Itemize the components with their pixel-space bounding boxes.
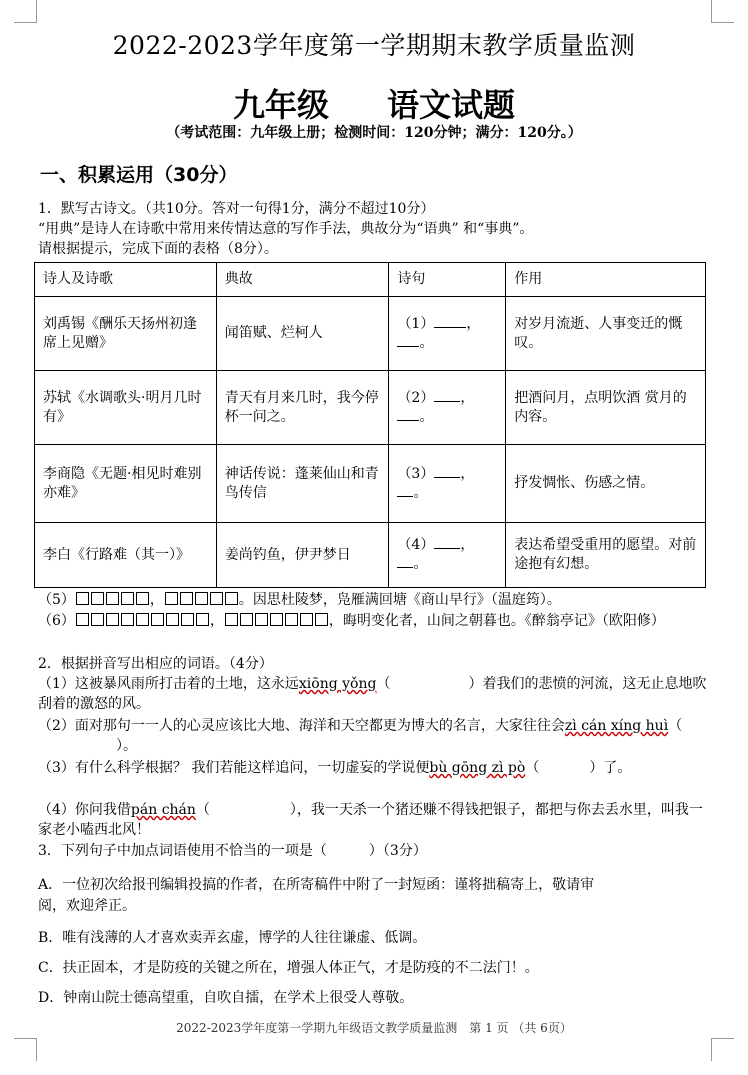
subject-label: 语文试题 — [387, 86, 516, 124]
poem-cell: 李商隐《无题·相见时难别亦难》 — [35, 445, 217, 523]
q1-stem: 1．默写古诗文。（共10分。答对一句得1分，满分不超过10分） — [38, 201, 435, 217]
exam-title: 2022-2023学年度第一学期期末教学质量监测 — [112, 31, 636, 60]
answer-blank[interactable] — [434, 477, 460, 478]
poem-cell: 李白《行路难（其一）》 — [35, 523, 217, 588]
q2-item3: （3）有什么科学根据？ 我们若能这样追问，一切虚妄的学说便bù gōng zì pò（ ）了。 — [38, 760, 632, 776]
table-row — [35, 371, 706, 445]
answer-boxes[interactable] — [164, 592, 239, 608]
effect-cell: 表达希望受重用的愿望。对前途抱有幻想。 — [506, 523, 706, 588]
q2-stem: 2．根据拼音写出相应的词语。（4分） — [38, 656, 273, 672]
q2-item1: （1）这被暴风雨所打击着的土地，这永远xiōng yǒng（ ）着我们的悲愤的河流，这无止息地吹刮着的激怒的风。 — [38, 676, 707, 712]
crop-mark — [14, 0, 37, 23]
answer-blank[interactable] — [434, 548, 460, 549]
q3-option-c[interactable]: C．扶正固本，才是防疫的关键之所在，增强人体正气，才是防疫的不二法门！。 — [38, 960, 539, 976]
q1-item5: （5） ， 。因思杜陵梦，凫雁满回塘《商山早行》（温庭筠）。 — [38, 592, 561, 608]
verse-cell[interactable]: （4） ， 。 — [389, 523, 506, 588]
verse-tail: 。 — [413, 484, 428, 501]
exam-subtitle — [0, 80, 748, 126]
answer-blank[interactable] — [434, 327, 466, 328]
verse-tail: 。 — [419, 408, 434, 425]
section-title: 一、积累运用（30分） — [40, 164, 238, 186]
q2-item2: （2）面对那句一一人的心灵应该比大地、海洋和天空都更为博大的名言，大家往往会zì cán xíng huì（）。 — [38, 718, 683, 754]
answer-boxes[interactable] — [75, 592, 150, 608]
allusion-cell: 神话传说：蓬莱仙山和青鸟传信 — [216, 445, 389, 523]
verse-cell[interactable]: （3） ， 。 — [389, 445, 506, 523]
answer-blank[interactable] — [397, 567, 413, 568]
page-footer: 2022-2023学年度第一学期九年级语文教学质量监测 第 1 页 （共 6页） — [176, 1021, 572, 1035]
table-header: 典故 — [216, 263, 389, 297]
q2-item4: （4）你问我借pán chán（ ），我一天杀一个猪还赚不得钱把银子，都把与你去丢水里，叫我一家老小嗑西北风！ — [38, 802, 703, 838]
table-row — [35, 523, 706, 588]
grade-label: 九年级 — [232, 86, 329, 124]
poem-cell: 苏轼《水调歌头·明月几时有》 — [35, 371, 217, 445]
table-header-row — [35, 263, 706, 297]
effect-cell: 抒发惆怅、伤感之情。 — [506, 445, 706, 523]
answer-blank[interactable] — [397, 420, 419, 421]
answer-blank[interactable] — [397, 496, 413, 497]
pinyin: zì cán xíng huì — [564, 718, 669, 734]
table-header: 作用 — [506, 263, 706, 297]
crop-mark — [711, 1038, 734, 1061]
crop-mark — [711, 0, 734, 23]
poem-cell: 刘禹锡《酬乐天扬州初逢席上见赠》 — [35, 297, 217, 371]
answer-blank[interactable] — [397, 346, 419, 347]
pinyin: xiōng yǒng — [298, 676, 377, 692]
answer-boxes[interactable] — [224, 613, 329, 629]
q3-option-b[interactable]: B．唯有浅薄的人才喜欢卖弄玄虚，博学的人往往谦虚、低调。 — [38, 930, 427, 946]
crop-mark — [14, 1038, 37, 1061]
verse-number: （2） — [397, 389, 435, 406]
q1-item6: （6） ， ，晦明变化者，山间之朝暮也。《醉翁亭记》（欧阳修） — [38, 613, 665, 629]
table-row — [35, 297, 706, 371]
table-row — [35, 445, 706, 523]
verse-number: （1） — [397, 315, 435, 332]
q3-option-a[interactable]: A．一位初次给报刊编辑投搞的作者，在所寄稿件中附了一封短函：谨将拙稿寄上，敬请审 — [38, 877, 595, 893]
verse-tail: 。 — [419, 334, 434, 351]
verse-cell[interactable]: （1） ， 。 — [389, 297, 506, 371]
allusion-cell: 姜尚钓鱼，伊尹梦日 — [216, 523, 389, 588]
verse-tail: 。 — [413, 556, 428, 572]
allusion-cell: 青天有月来几时，我今停杯一问之。 — [216, 371, 389, 445]
answer-boxes[interactable] — [75, 613, 210, 629]
verse-number: （3） — [397, 465, 435, 482]
q3-stem: 3．下列句子中加点词语使用不恰当的一项是（ ）（3分） — [38, 843, 427, 859]
table-header: 诗人及诗歌 — [35, 263, 217, 297]
pinyin: bù gōng zì pò — [429, 760, 526, 776]
allusion-table — [34, 262, 706, 588]
answer-blank[interactable] — [434, 401, 460, 402]
verse-cell[interactable]: （2） ， 。 — [389, 371, 506, 445]
q1-intro: “用典”是诗人在诗歌中常用来传情达意的写作手法，典故分为“语典” 和“事典”。 — [38, 221, 534, 237]
verse-number: （4） — [397, 537, 435, 553]
q1-intro: 请根据提示，完成下面的表格（8分）。 — [38, 241, 278, 257]
exam-scope: （考试范围：九年级上册；检测时间：120分钟；满分：120分。） — [166, 125, 582, 141]
effect-cell: 对岁月流逝、人事变迁的慨叹。 — [506, 297, 706, 371]
q3-option-d[interactable]: D．钟南山院士德高望重，自吹自擂，在学术上很受人尊敬。 — [38, 990, 414, 1006]
effect-cell: 把酒问月，点明饮酒 赏月的内容。 — [506, 371, 706, 445]
pinyin: pán chán — [130, 802, 196, 818]
allusion-cell: 闻笛赋、烂柯人 — [216, 297, 389, 371]
table-header: 诗句 — [389, 263, 506, 297]
q3-option-a[interactable]: 阅，欢迎斧正。 — [38, 898, 136, 914]
